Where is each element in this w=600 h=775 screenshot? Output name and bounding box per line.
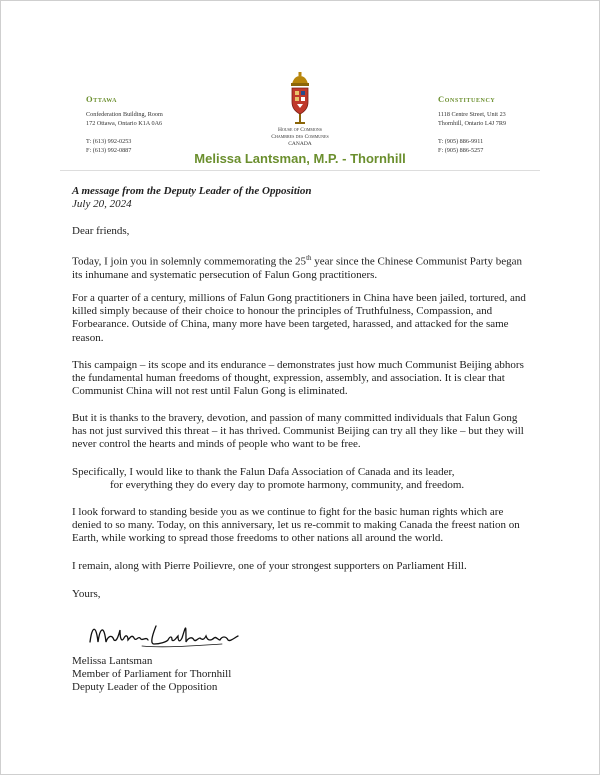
- ottawa-phone: T: (613) 992-0253: [86, 138, 132, 145]
- paragraph-5-line2: for everything they do every day to promote harmony, community, and freedom.: [110, 479, 465, 491]
- paragraph-1: [72, 252, 532, 282]
- letterhead-name: Melissa Lantsman, M.P. - Thornhill: [194, 151, 406, 166]
- constituency-title: Constituency: [438, 94, 496, 104]
- letter-date: July 20, 2024: [72, 198, 132, 210]
- house-of-commons-crest-icon: [284, 70, 316, 126]
- constituency-phone: T: (905) 886-9911: [438, 138, 484, 145]
- paragraph-6: I look forward to standing beside you as we continue to fight for the basic human rights which are denied to so many. Today, on this anniversary, let us re-commit to making Canada the freest nation on Earth, while working to spread those freedoms to other nations all around the world.: [72, 506, 520, 545]
- signatory-title-1: Member of Parliament for Thornhill: [72, 668, 232, 680]
- ottawa-fax: F: (613) 992-0887: [86, 147, 132, 154]
- constituency-line2: Thornhill, Ontario L4J 7R9: [438, 120, 507, 127]
- ottawa-line2: 172 Ottawa, Ontario K1A 0A6: [86, 120, 163, 127]
- house-line2: Chambres des Communes: [271, 134, 329, 140]
- letter-closing: Yours,: [72, 588, 101, 600]
- letterhead-divider: [60, 170, 540, 171]
- letter-heading: A message from the Deputy Leader of the Opposition: [72, 185, 312, 197]
- signatory-title-2: Deputy Leader of the Opposition: [72, 681, 218, 693]
- letter-greeting: Dear friends,: [72, 225, 130, 237]
- house-line1: House of Commons: [278, 127, 322, 133]
- handwritten-signature: [82, 612, 242, 656]
- paragraph-1-end: year since the Chinese Communist Party began its inhumane and systematic persecution of Falun Gong practitioners.: [72, 255, 522, 281]
- ottawa-title: Ottawa: [86, 94, 118, 104]
- signatory-name: Melissa Lantsman: [72, 655, 153, 667]
- house-line3: CANADA: [288, 141, 312, 147]
- paragraph-1-start: Today, I join you in solemnly commemorating the 25: [72, 255, 307, 268]
- paragraph-1-superscript: th: [306, 254, 312, 262]
- paragraph-4: But it is thanks to the bravery, devotion, and passion of many committed individuals that Falun Gong has not just survived this threat – it has thrived. Communist Beijing can try all they like – but they will never control the hearts and minds of people who want to be free.: [72, 412, 524, 451]
- ottawa-address-block: [86, 95, 206, 155]
- house-of-commons-label: [230, 127, 370, 148]
- paragraph-2: For a quarter of a century, millions of Falun Gong practitioners in China have been jailed, tortured, and killed simply because of their choice to honour the principles of Truthfulness, Compassion, and Forbearance. Outside of China, many more have been targeted, harassed, and attacked for the same reason.: [72, 292, 526, 344]
- paragraph-7: I remain, along with Pierre Poilievre, one of your strongest supporters on Parliament Hill.: [72, 560, 467, 572]
- paragraph-5-line1: Specifically, I would like to thank the Falun Dafa Association of Canada and its leader,: [72, 466, 455, 478]
- constituency-fax: F: (905) 886-5257: [438, 147, 484, 154]
- constituency-line1: 1118 Centre Street, Unit 23: [438, 111, 506, 118]
- constituency-address-block: [438, 95, 558, 155]
- paragraph-3: This campaign – its scope and its endurance – demonstrates just how much Communist Beijing abhors the fundamental human freedoms of thought, expression, assembly, and association. It is clear that Communist China will not rest until Falun Gong is eliminated.: [72, 359, 524, 398]
- ottawa-line1: Confederation Building, Room: [86, 111, 163, 118]
